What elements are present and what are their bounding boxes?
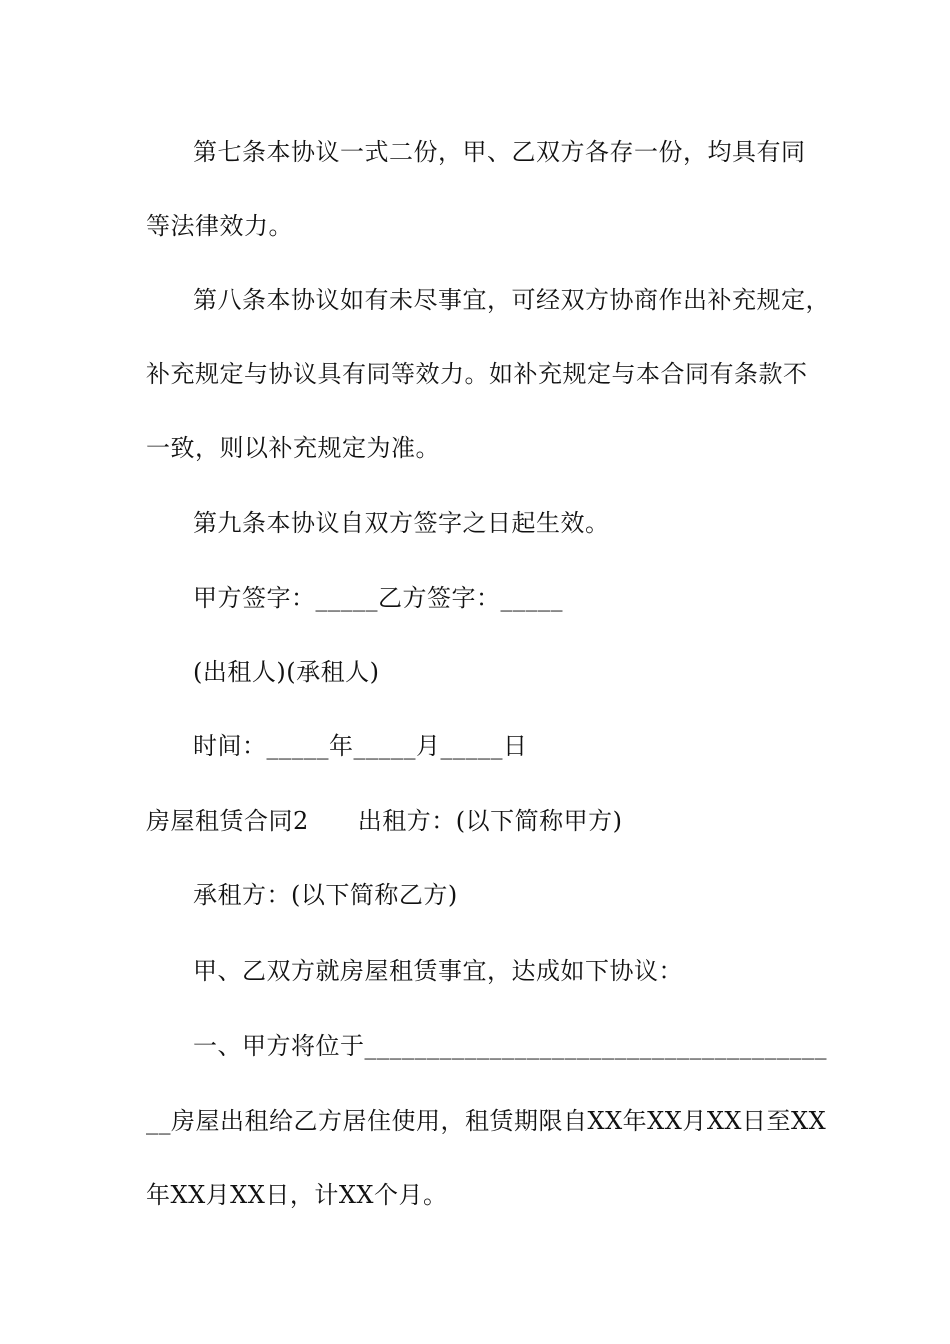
clause-7-line-2: 等法律效力。 [146, 212, 293, 240]
clause-8-line-2: 补充规定与协议具有同等效力。如补充规定与本合同有条款不 [146, 360, 808, 388]
lessee-line: 承租方：(以下简称乙方) [193, 881, 458, 909]
date-line: 时间：_____年_____月_____日 [193, 732, 528, 760]
clause-8-line-1: 第八条本协议如有未尽事宜，可经双方协商作出补充规定， [193, 286, 830, 314]
agreement-intro-line: 甲、乙双方就房屋租赁事宜，达成如下协议： [193, 957, 683, 985]
clause-7-line-1: 第七条本协议一式二份，甲、乙双方各存一份，均具有同 [193, 138, 806, 166]
article-1-line-1: 一、甲方将位于_____________________________________ [193, 1032, 827, 1060]
clause-9-line: 第九条本协议自双方签字之日起生效。 [193, 509, 610, 537]
contract-2-heading-line: 房屋租赁合同2 出租方：(以下简称甲方) [146, 807, 623, 835]
clause-8-line-3: 一致，则以补充规定为准。 [146, 434, 440, 462]
article-1-line-3: 年XX月XX日，计XX个月。 [146, 1181, 448, 1209]
signature-line: 甲方签字：_____乙方签字：_____ [193, 584, 563, 612]
article-1-line-2: __房屋出租给乙方居住使用，租赁期限自XX年XX月XX日至XX [146, 1107, 827, 1135]
party-roles-line: (出租人)(承租人) [193, 658, 380, 686]
